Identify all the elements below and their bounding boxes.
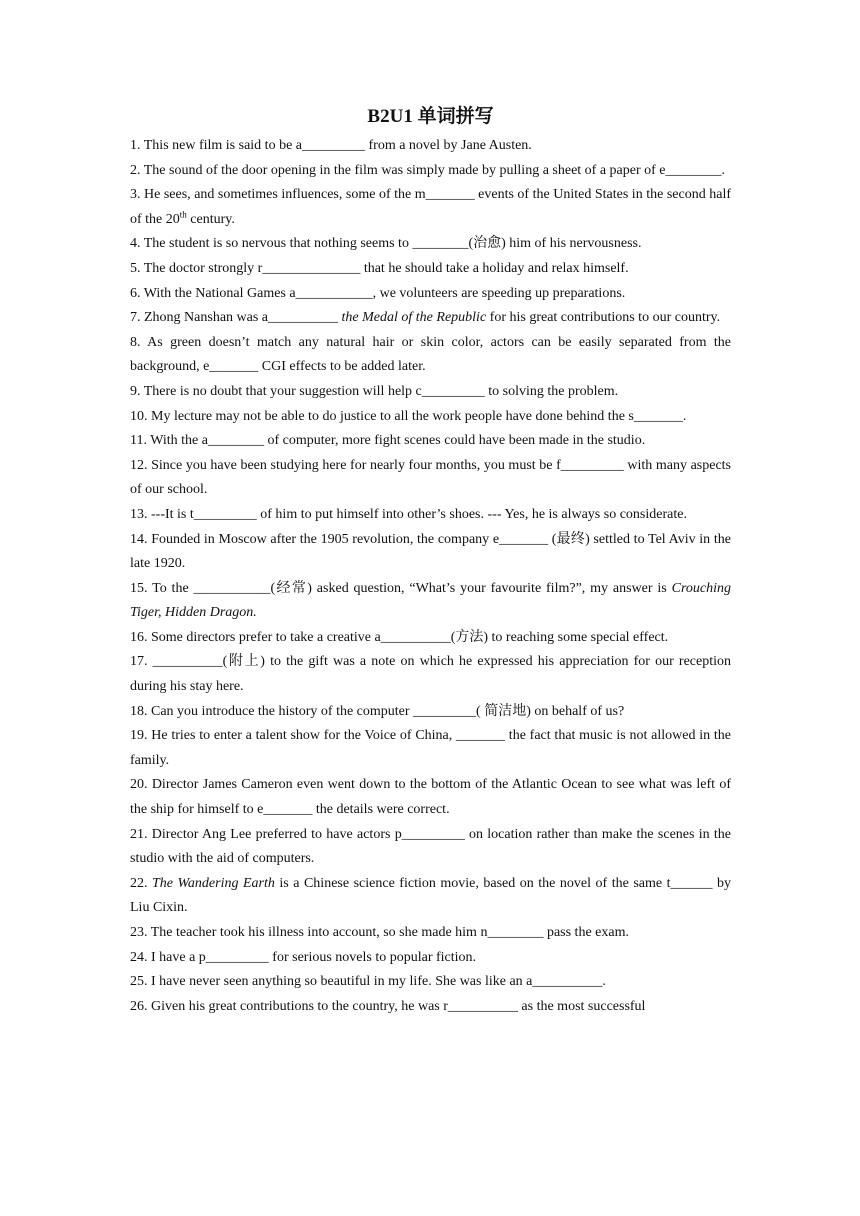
question-text: 4. The student is so nervous that nothing seems to ________(治愈) him of his nervousness.: [130, 236, 642, 252]
question-item: [130, 577, 731, 626]
question-item: [130, 773, 731, 822]
question-item: [130, 429, 731, 454]
question-text: 3. He sees, and sometimes influences, some of the m_______ events of the United States in the second half of the 20: [130, 187, 731, 227]
question-item: [130, 232, 731, 257]
question-item: [130, 995, 731, 1020]
question-text: 20. Director James Cameron even went down to the bottom of the Atlantic Ocean to see what was left of the ship for himself to e_______ the details were correct.: [130, 777, 731, 818]
question-item: [130, 405, 731, 430]
italic-title-text: The Wandering Earth: [152, 875, 275, 891]
question-text: 10. My lecture may not be able to do justice to all the work people have done behind the s_______.: [130, 408, 687, 424]
question-item: [130, 257, 731, 282]
question-text: 23. The teacher took his illness into account, so she made him n________ pass the exam.: [130, 925, 629, 940]
question-text: 5. The doctor strongly r______________ that he should take a holiday and relax himself.: [130, 260, 629, 276]
question-item: [130, 823, 731, 872]
question-text: 16. Some directors prefer to take a creative a__________(方法) to reaching some special effect.: [130, 629, 669, 645]
question-text: 12. Since you have been studying here for nearly four months, you must be f_________ with many aspects of our school.: [130, 457, 731, 498]
question-text: 21. Director Ang Lee preferred to have actors p_________ on location rather than make the scenes in the studio with the aid of computers.: [130, 826, 731, 867]
question-text: 7. Zhong Nanshan was a__________: [130, 310, 342, 326]
question-item: [130, 650, 731, 699]
italic-title-text: the Medal of the Republic: [341, 310, 487, 326]
question-item: [130, 306, 731, 331]
worksheet-page: [130, 104, 731, 1019]
question-text: for his great contributions to our country.: [486, 310, 721, 326]
question-item: [130, 183, 731, 232]
question-text: 25. I have never seen anything so beautiful in my life. She was like an a__________.: [130, 974, 606, 990]
question-item: [130, 528, 731, 577]
question-text: 19. He tries to enter a talent show for the Voice of China, _______ the fact that music is not allowed in the family.: [130, 728, 731, 768]
question-item: [130, 134, 731, 159]
question-text: 14. Founded in Moscow after the 1905 revolution, the company e_______ (最终) settled to Tel Aviv in the late 1920.: [130, 531, 731, 572]
question-text: century.: [186, 211, 235, 227]
question-text: 22.: [130, 875, 153, 891]
question-text: 1. This new film is said to be a_________ from a novel by Jane Austen.: [130, 138, 532, 153]
question-text: 18. Can you introduce the history of the computer _________( 简洁地) on behalf of us?: [130, 703, 625, 719]
italic-title-text: Crouching Tiger, Hidden Dragon.: [130, 580, 731, 621]
question-list: [130, 134, 731, 1019]
question-item: [130, 946, 731, 971]
question-item: [130, 700, 731, 725]
question-text: 17. __________(附上) to the gift was a note on which he expressed his appreciation for our reception during his stay here.: [130, 654, 731, 695]
question-item: [130, 626, 731, 651]
question-item: [130, 503, 731, 528]
question-item: [130, 159, 731, 184]
question-text: 6. With the National Games a___________, we volunteers are speeding up preparations.: [130, 285, 626, 301]
question-item: [130, 872, 731, 921]
question-text: 9. There is no doubt that your suggestion will help c_________ to solving the problem.: [130, 383, 619, 399]
worksheet-title: B2U1 单词拼写: [367, 106, 494, 127]
question-text: 8. As green doesn’t match any natural hair or skin color, actors can be easily separated from the background, e_______ CGI effects to be added later.: [130, 334, 731, 375]
question-item: [130, 970, 731, 995]
question-item: [130, 921, 731, 946]
question-text: 26. Given his great contributions to the country, he was r__________ as the most successful: [130, 998, 646, 1014]
question-item: [130, 380, 731, 405]
question-text: 24. I have a p_________ for serious novels to popular fiction.: [130, 949, 477, 965]
question-text: 13. ---It is t_________ of him to put himself into other’s shoes. --- Yes, he is always so considerate.: [130, 506, 687, 522]
question-item: [130, 724, 731, 773]
question-text: 11. With the a________ of computer, more fight scenes could have been made in the studio.: [130, 433, 646, 449]
question-item: [130, 331, 731, 380]
question-item: [130, 454, 731, 503]
question-text: is a Chinese science fiction movie, based on the novel of the same t______ by Liu Cixin.: [130, 875, 731, 916]
question-text: 2. The sound of the door opening in the film was simply made by pulling a sheet of a paper of e________.: [130, 162, 726, 178]
superscript-text: th: [179, 209, 187, 220]
question-item: [130, 282, 731, 307]
question-text: 15. To the ___________(经常) asked question, “What’s your favourite film?”, my answer is: [130, 580, 672, 596]
